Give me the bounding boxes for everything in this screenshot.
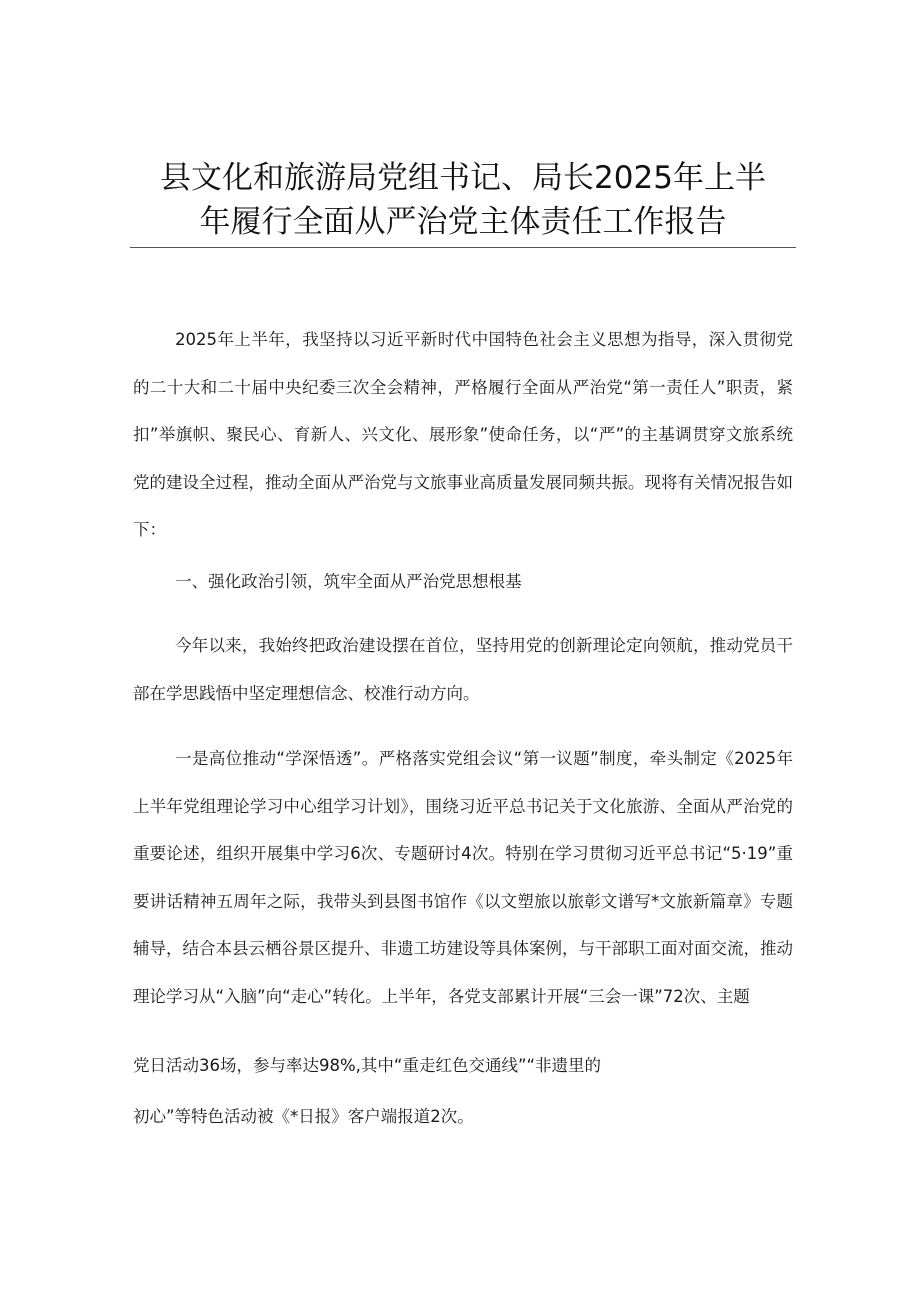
paragraph-section-1-item-1: 一是高位推动“学深悟透”。严格落实党组会议“第一议题”制度，牵头制定《2025年上半年党组理论学习中心组学习计划》，围绕习近平总书记关于文化旅游、全面从严治党的重要论述，组织开展集中学习6次、专题研讨4次。特别在学习贯彻习近平总书记“5·19”重要讲话精神五周年之际，我带头到县图书馆作《以文塑旅以旅彰文谱写*文旅新篇章》专题辅导，结合本县云栖谷景区提升、非遗工坊建设等具体案例，与干部职工面对面交流，推动理论学习从“入脑”向“走心”转化。上半年，各党支部累计开展“三会一课”72次、主题 bbox=[133, 749, 793, 1006]
paragraph-section-1-intro: 今年以来，我始终把政治建设摆在首位，坚持用党的创新理论定向领航，推动党员干部在学思践悟中坚定理想信念、校准行动方向。 bbox=[133, 636, 793, 703]
paragraph-line-activities: 党日活动36场，参与率达98%,其中“重走红色交通线”“非遗里的 bbox=[133, 1056, 602, 1075]
title-underline bbox=[130, 247, 796, 248]
document-title bbox=[130, 156, 796, 244]
paragraph-intro: 2025年上半年，我坚持以习近平新时代中国特色社会主义思想为指导，深入贯彻党的二十大和二十届中央纪委三次全会精神，严格履行全面从严治党“第一责任人”职责，紧扣”举旗帜、聚民心、育新人、兴文化、展形象”使命任务，以“严”的主基调贯穿文旅系统党的建设全过程，推动全面从严治党与文旅事业高质量发展同频共振。现将有关情况报告如下： bbox=[133, 330, 793, 539]
section-heading-1: 一、强化政治引领，筑牢全面从严治党思想根基 bbox=[175, 572, 522, 591]
title-line-1: 县文化和旅游局党组书记、局长2025年上半 bbox=[160, 160, 766, 196]
paragraph-line-reports: 初心”等特色活动被《*日报》客户端报道2次。 bbox=[133, 1107, 474, 1126]
title-line-2: 年履行全面从严治党主体责任工作报告 bbox=[199, 204, 727, 240]
